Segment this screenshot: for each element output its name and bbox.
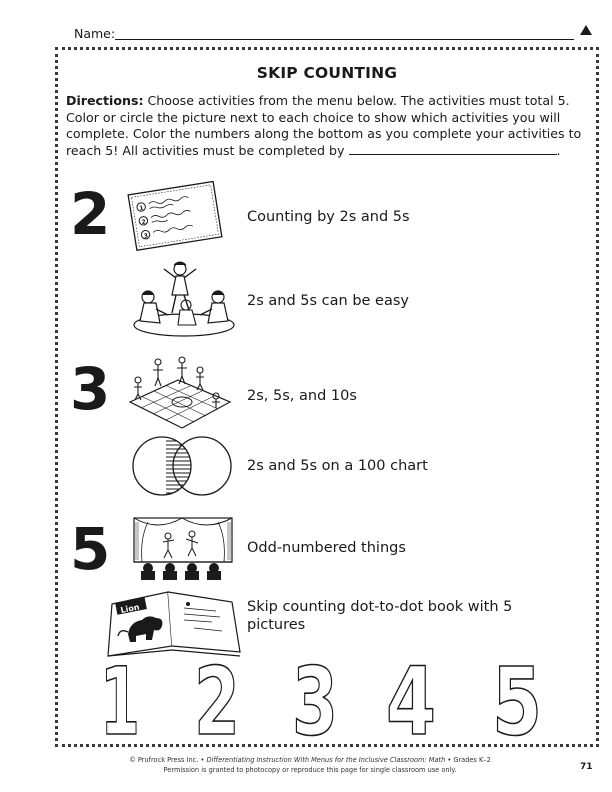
page-title: SKIP COUNTING [256,64,398,82]
activity-dot-to-dot-text: Skip counting dot-to-dot book with 5 pictures [247,599,513,633]
points-5: 5 [70,515,111,583]
note-card-picture[interactable] [124,180,224,252]
lion-book-picture[interactable] [98,584,244,660]
name-row [74,24,574,44]
svg-text:1: 1 [138,204,145,213]
number-line-game-picture[interactable] [124,350,234,432]
footer-copyright [100,756,520,764]
stage-performance-picture[interactable] [130,514,236,580]
page-number: 71 [580,762,593,772]
svg-text:2: 2 [141,218,147,227]
due-date-line[interactable] [349,144,557,155]
activity-odd-numbered: Odd-numbered things [247,540,406,556]
points-2: 2 [70,180,111,248]
triangle-icon [580,25,592,35]
activity-2s-5s-10s: 2s, 5s, and 10s [247,388,357,404]
directions [66,93,586,159]
footer-grades: • Grades K–2 [445,756,491,764]
footer-copyright-a: © Prufrock Press Inc. • [129,756,207,764]
activity-2s-5s-easy: 2s and 5s can be easy [247,293,409,309]
name-line[interactable] [115,39,574,40]
directions-label: Directions: [66,93,144,108]
outline-number-3[interactable]: 3 [292,660,338,740]
venn-diagram-picture[interactable] [126,435,238,497]
book-label: Lion [119,602,141,615]
activity-dot-to-dot-book [247,598,537,634]
svg-text:3: 3 [143,232,149,240]
outline-number-4[interactable]: 4 [386,660,436,740]
activity-100-chart: 2s and 5s on a 100 chart [247,458,428,474]
outline-number-1[interactable]: 1 [100,660,140,740]
directions-end: . [556,142,561,158]
footer-permission: Permission is granted to photocopy or reproduce this page for single classroom use only. [163,766,457,774]
outline-number-2[interactable]: 2 [194,660,240,740]
footer-book-title: Differentiating Instruction With Menus for the Inclusive Classroom: Math [206,756,446,764]
name-label: Name: [74,26,116,41]
outline-numbers [100,660,570,740]
outline-number-5[interactable]: 5 [492,660,542,740]
points-3: 3 [70,355,111,423]
activity-counting-2s-5s: Counting by 2s and 5s [247,209,410,225]
kids-playing-picture[interactable] [124,255,236,339]
directions-text: Choose activities from the menu below. The activities must total 5. Color or circle the picture next to each choice to show which activities you will complete. Color the numbers along the bottom as you complete your activities to reach 5! All activities must be completed by [66,93,582,158]
